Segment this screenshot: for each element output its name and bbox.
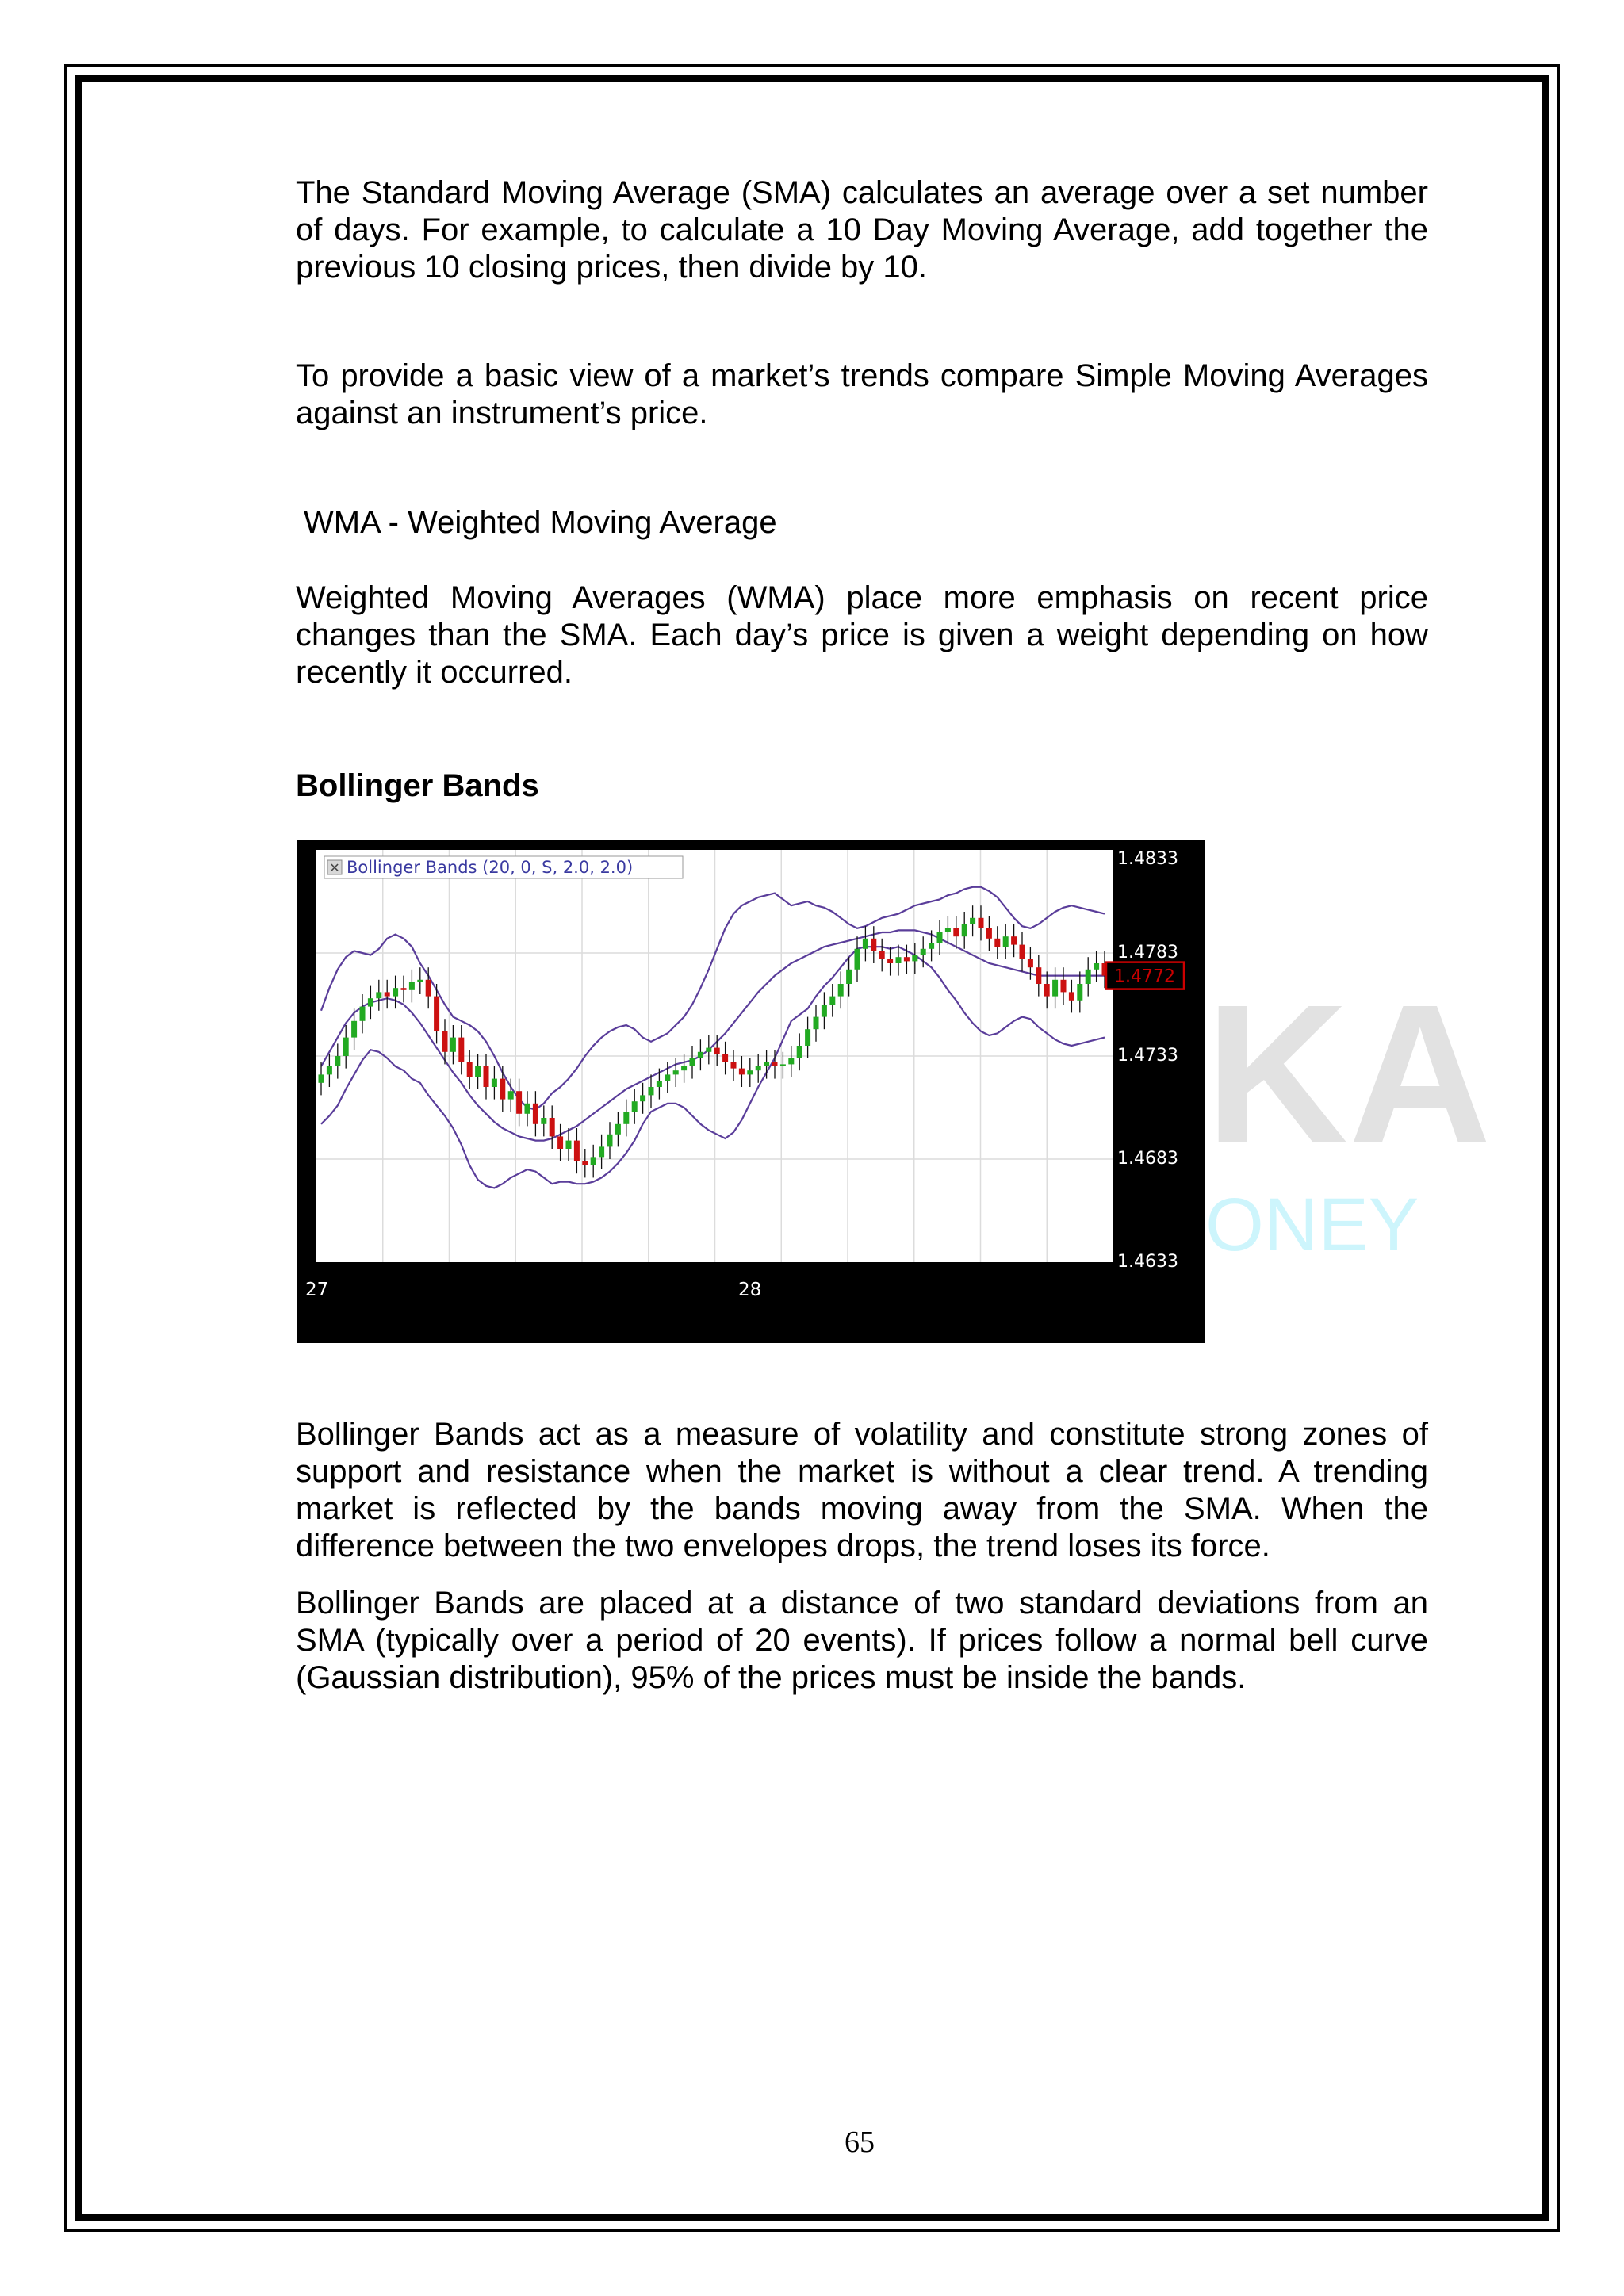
last-price-label: 1.4772 [1114, 966, 1175, 987]
candle-down [385, 992, 390, 996]
candle-up [368, 998, 373, 1006]
candle-up [945, 928, 951, 932]
candle-up [591, 1157, 596, 1165]
watermark-sub: ONEY [1205, 1183, 1419, 1267]
candle-down [1069, 992, 1074, 1000]
candle-down [1036, 967, 1041, 984]
candle-up [814, 1017, 819, 1030]
candle-down [426, 980, 431, 997]
candle-up [673, 1070, 679, 1074]
candle-down [533, 1104, 538, 1124]
candle-down [722, 1054, 728, 1062]
candle-up [896, 957, 902, 963]
candle-down [500, 1079, 505, 1100]
x-tick-label: 27 [305, 1280, 329, 1300]
candle-up [681, 1066, 687, 1070]
candle-up [599, 1146, 604, 1157]
candle-down [550, 1118, 555, 1136]
candle-down [557, 1136, 563, 1149]
candle-up [508, 1091, 514, 1099]
candle-up [566, 1141, 572, 1149]
candle-down [582, 1161, 588, 1165]
candle-up [343, 1038, 349, 1056]
candle-down [1020, 945, 1025, 959]
candle-up [409, 982, 415, 989]
candle-down [953, 928, 959, 936]
candle-down [1011, 936, 1017, 944]
candle-down [731, 1062, 737, 1069]
candle-up [376, 992, 381, 998]
candle-down [1061, 980, 1067, 993]
page-number: 65 [845, 2126, 875, 2159]
heading-wma: WMA - Weighted Moving Average [304, 505, 777, 540]
candle-up [657, 1081, 662, 1087]
candle-down [574, 1141, 580, 1161]
candle-up [623, 1112, 629, 1124]
candle-down [986, 928, 992, 939]
candle-down [739, 1069, 745, 1075]
candle-down [979, 918, 984, 928]
watermark-logo: KA [1205, 963, 1492, 1184]
candle-down [434, 997, 439, 1031]
candle-up [1077, 984, 1082, 1001]
candle-up [640, 1095, 645, 1101]
candle-up [822, 1004, 827, 1017]
candle-up [335, 1056, 340, 1066]
candle-up [665, 1074, 670, 1081]
paragraph-sma: The Standard Moving Average (SMA) calculates an average over a set number of days. For example, to calculate a 10 Day Moving Average, add together the previous 10 closing prices, then divide by 10. [296, 175, 1428, 285]
candle-down [887, 959, 893, 963]
candle-up [649, 1087, 654, 1095]
candle-up [690, 1058, 695, 1066]
y-tick-label: 1.4833 [1117, 849, 1178, 869]
paragraph-bollinger-2: Bollinger Bands are placed at a distance of two standard deviations from an SMA (typically over a period of 20 events). If prices follow a normal bell curve (Gaussian distribution), 95% of the prices must be inside the bands. [296, 1586, 1428, 1695]
candle-up [698, 1052, 703, 1058]
candle-up [929, 943, 934, 949]
candle-up [492, 1079, 497, 1087]
candle-up [327, 1066, 332, 1074]
candle-up [846, 970, 852, 984]
y-tick-label: 1.4683 [1117, 1149, 1178, 1169]
indicator-legend [324, 856, 683, 878]
candle-down [516, 1091, 522, 1114]
candle-down [442, 1031, 448, 1052]
candle-up [747, 1070, 753, 1074]
candle-up [706, 1048, 711, 1052]
y-tick-label: 1.4733 [1117, 1046, 1178, 1066]
y-tick-label: 1.4633 [1117, 1252, 1178, 1272]
candle-up [788, 1058, 794, 1065]
candle-up [764, 1062, 769, 1066]
candle-up [351, 1021, 357, 1038]
candle-up [855, 949, 860, 970]
bollinger-chart [297, 840, 1205, 1343]
candle-up [541, 1118, 546, 1124]
candle-up [838, 984, 844, 997]
candle-up [962, 924, 967, 937]
candle-down [879, 951, 885, 959]
candle-up [417, 980, 423, 982]
candle-up [756, 1066, 761, 1070]
candle-up [615, 1124, 621, 1135]
candle-up [1094, 963, 1099, 970]
candle-up [525, 1104, 530, 1114]
candle-down [772, 1062, 778, 1066]
candle-down [994, 939, 1000, 947]
candle-up [912, 955, 917, 962]
paragraph-bollinger-1: Bollinger Bands act as a measure of volatility and constitute strong zones of support and resistance when the market is without a clear trend. A trending market is reflected by the bands moving away from the SMA. When the difference between the two envelopes drops, the trend loses its force. [296, 1417, 1428, 1563]
candle-up [780, 1064, 786, 1066]
candle-up [1052, 980, 1058, 997]
candle-up [607, 1135, 613, 1147]
candle-up [937, 932, 943, 943]
candle-down [871, 939, 876, 951]
candle-down [714, 1048, 720, 1054]
candle-up [393, 988, 398, 996]
candle-up [319, 1074, 324, 1082]
candle-up [360, 1007, 366, 1021]
close-indicator-glyph: ✕ [329, 862, 340, 875]
candle-up [921, 949, 926, 955]
candle-up [797, 1046, 802, 1058]
candle-down [484, 1066, 489, 1087]
candle-up [1086, 970, 1091, 984]
candle-down [467, 1062, 473, 1077]
candle-down [904, 957, 910, 961]
candle-up [970, 918, 975, 924]
candle-up [632, 1101, 638, 1112]
candle-down [458, 1038, 464, 1062]
candle-down [1044, 984, 1050, 997]
indicator-label: Bollinger Bands (20, 0, S, 2.0, 2.0) [347, 858, 634, 877]
candle-up [450, 1038, 456, 1052]
heading-bollinger-bands: Bollinger Bands [296, 768, 539, 803]
candle-up [475, 1066, 481, 1077]
paragraph-trends: To provide a basic view of a market’s trends compare Simple Moving Averages against an instrument’s price. [296, 358, 1428, 430]
candle-up [829, 997, 835, 1004]
candle-up [805, 1029, 810, 1046]
bollinger-chart-svg [297, 840, 1205, 1343]
candle-down [401, 988, 407, 990]
x-tick-label: 28 [738, 1280, 762, 1300]
candle-down [1028, 959, 1033, 967]
candle-up [1003, 936, 1009, 947]
candle-up [863, 939, 868, 949]
y-tick-label-partial: 1.4783 [1117, 943, 1178, 962]
paragraph-wma: Weighted Moving Averages (WMA) place more emphasis on recent price changes than the SMA. Each day’s price is given a weight depending on how recently it occurred. [296, 580, 1428, 690]
